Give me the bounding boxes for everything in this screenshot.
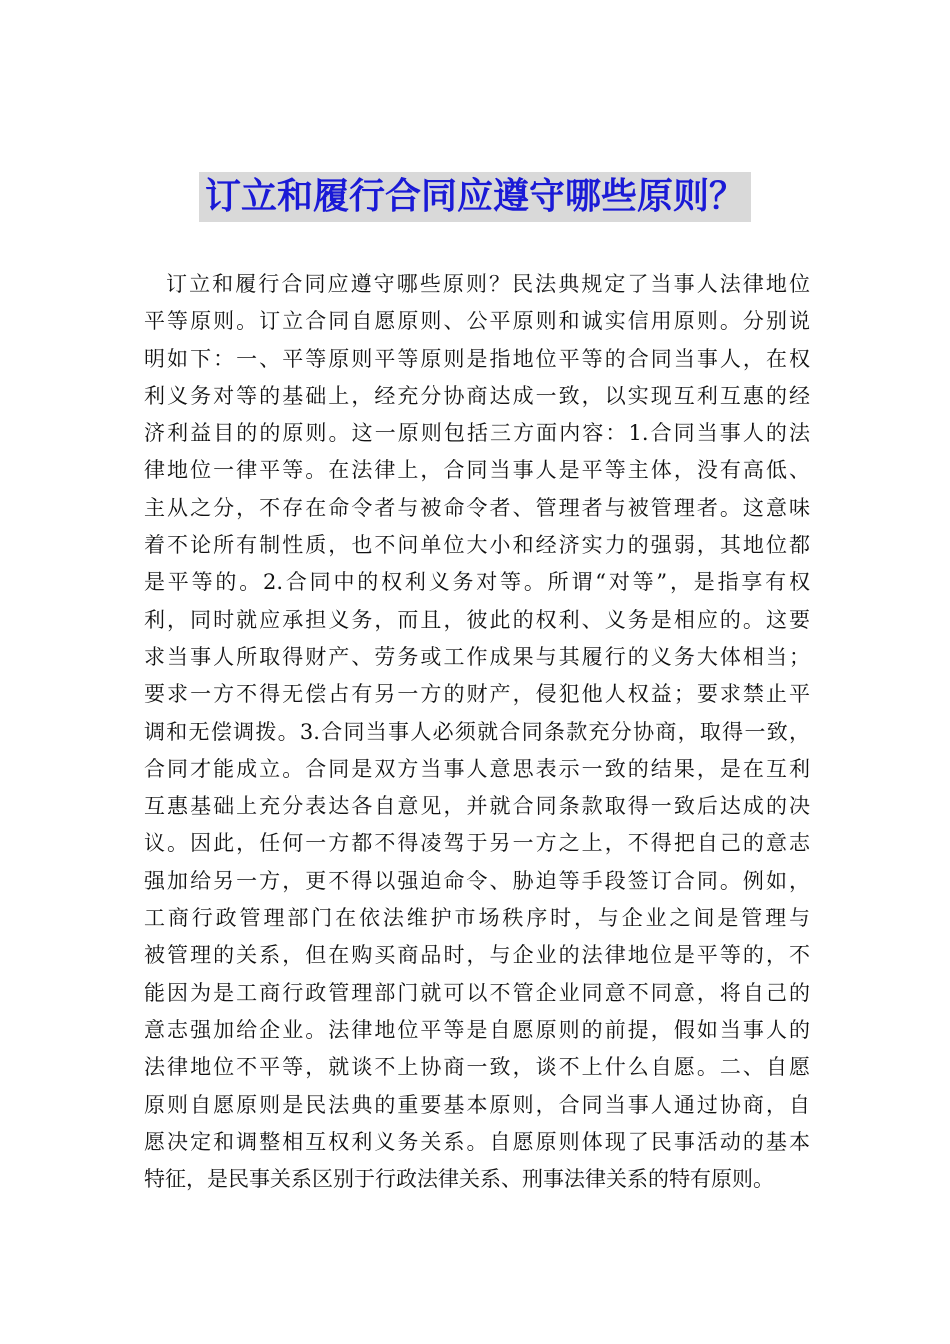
body-line: 订立和履行合同应遵守哪些原则？民法典规定了当事人法律地位 (166, 272, 810, 296)
body-line: 调和无偿调拨。3.合同当事人必须就合同条款充分协商，取得一致， (144, 719, 810, 744)
body-line: 求当事人所取得财产、劳务或工作成果与其履行的义务大体相当； (144, 644, 810, 669)
body-line: 要求一方不得无偿占有另一方的财产，侵犯他人权益；要求禁止平 (144, 682, 810, 707)
document-body (144, 266, 810, 1198)
body-line: 工商行政管理部门在依法维护市场秩序时，与企业之间是管理与 (144, 906, 810, 931)
body-line: 被管理的关系，但在购买商品时，与企业的法律地位是平等的，不 (144, 943, 810, 968)
body-line: 原则自愿原则是民法典的重要基本原则，合同当事人通过协商，自 (144, 1092, 810, 1117)
body-line: 能因为是工商行政管理部门就可以不管企业同意不同意，将自己的 (144, 980, 810, 1005)
document-title: 订立和履行合同应遵守哪些原则？ (199, 172, 751, 222)
body-line: 强加给另一方，更不得以强迫命令、胁迫等手段签订合同。例如， (144, 868, 810, 893)
body-line: 法律地位不平等，就谈不上协商一致，谈不上什么自愿。二、自愿 (144, 1055, 810, 1080)
body-line: 利义务对等的基础上，经充分协商达成一致，以实现互利互惠的经 (144, 383, 810, 408)
body-line: 是平等的。2.合同中的权利义务对等。所谓“对等”，是指享有权 (144, 570, 810, 595)
body-line: 利，同时就应承担义务，而且，彼此的权利、义务是相应的。这要 (144, 607, 810, 632)
body-line: 济利益目的的原则。这一原则包括三方面内容：1.合同当事人的法 (144, 421, 810, 446)
body-line: 着不论所有制性质，也不问单位大小和经济实力的强弱，其地位都 (144, 533, 810, 558)
body-line: 议。因此，任何一方都不得凌驾于另一方之上，不得把自己的意志 (144, 831, 810, 856)
body-line: 意志强加给企业。法律地位平等是自愿原则的前提，假如当事人的 (144, 1017, 810, 1042)
body-line: 合同才能成立。合同是双方当事人意思表示一致的结果，是在互利 (144, 756, 810, 781)
body-line: 主从之分，不存在命令者与被命令者、管理者与被管理者。这意味 (144, 495, 810, 520)
body-line: 律地位一律平等。在法律上，合同当事人是平等主体，没有高低、 (144, 458, 810, 483)
body-line: 特征，是民事关系区别于行政法律关系、刑事法律关系的特有原则。 (144, 1167, 774, 1192)
body-line: 互惠基础上充分表达各自意见，并就合同条款取得一致后达成的决 (144, 794, 810, 819)
title-container (0, 172, 950, 222)
body-line: 平等原则。订立合同自愿原则、公平原则和诚实信用原则。分别说 (144, 309, 810, 334)
body-line: 愿决定和调整相互权利义务关系。自愿原则体现了民事活动的基本 (144, 1129, 810, 1154)
body-line: 明如下：一、平等原则平等原则是指地位平等的合同当事人，在权 (144, 346, 810, 371)
